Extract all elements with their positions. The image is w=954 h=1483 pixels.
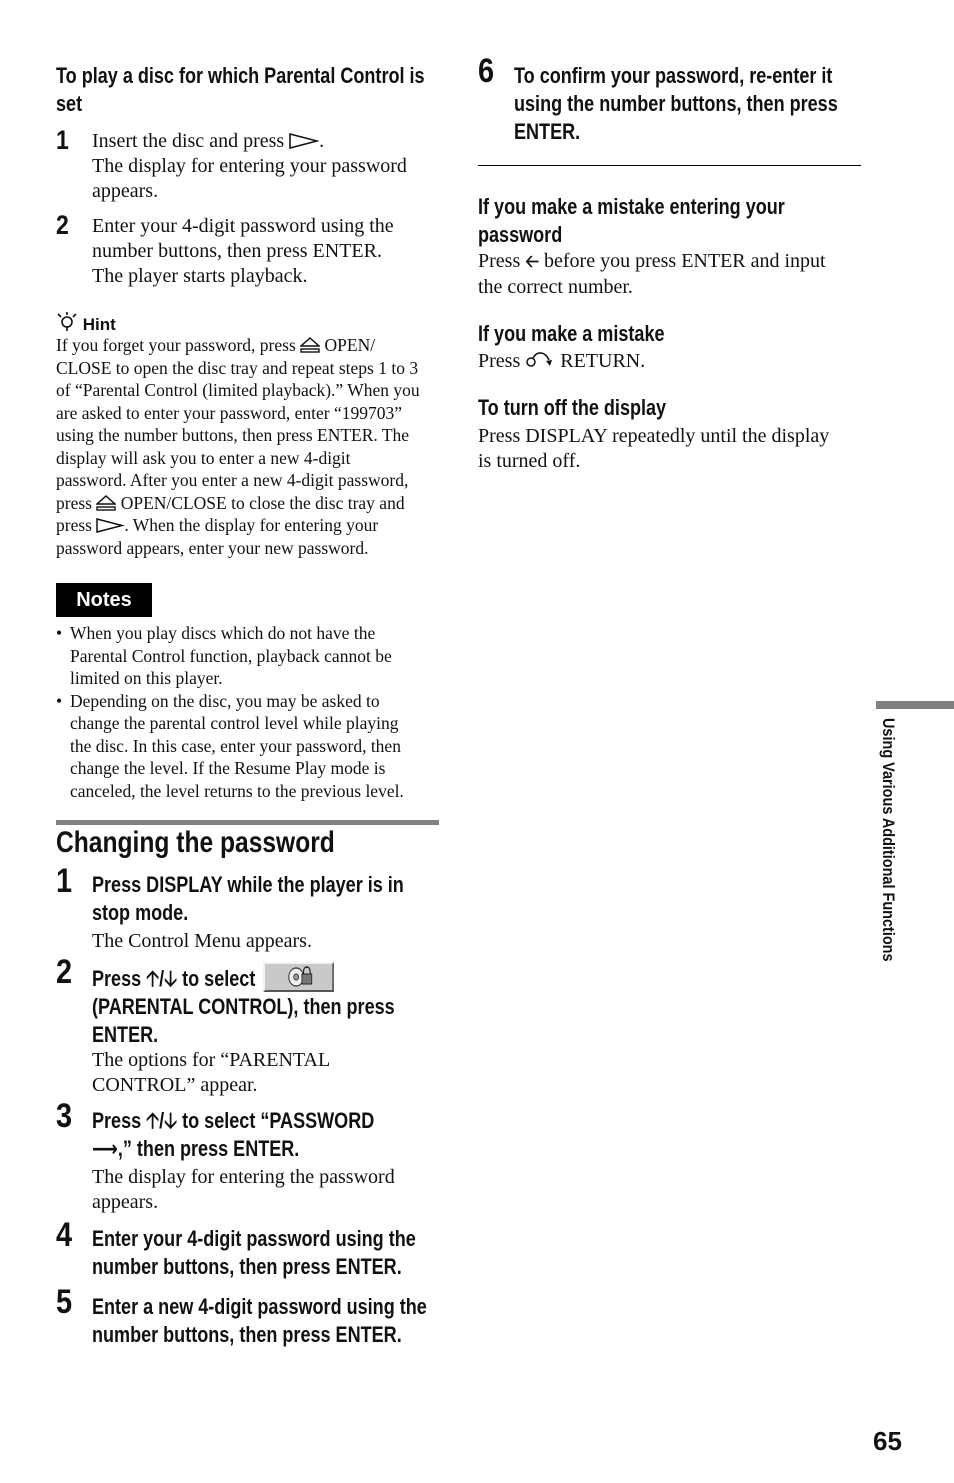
mistake-heading: If you make a mistake — [478, 321, 665, 346]
side-tab-bar — [876, 701, 954, 709]
parental-lock-icon — [264, 962, 335, 992]
step-4-instruction: Enter your 4-digit password using the number buttons, then press ENTER. — [92, 1226, 416, 1279]
step-2-description: The options for “PARENTAL CONTROL” appear. — [92, 1049, 331, 1096]
notes-label: Notes — [56, 583, 152, 617]
eject-icon — [300, 337, 320, 353]
mistake-entering-heading: If you make a mistake entering your password — [478, 194, 785, 247]
hint-bulb-icon — [56, 312, 78, 332]
step-number-6: 6 — [478, 52, 495, 90]
up-arrow-icon: 🡡 — [146, 1108, 160, 1133]
step-number-5: 5 — [56, 1283, 73, 1321]
return-icon — [525, 351, 555, 369]
right-arrow-icon: ⟶ — [92, 1136, 118, 1161]
step-5-instruction: Enter a new 4-digit password using the number buttons, then press ENTER. — [92, 1294, 427, 1347]
step-number-3: 3 — [56, 1097, 73, 1135]
step-6-instruction: To confirm your password, re-enter it using the number buttons, then press ENTER. — [514, 63, 838, 144]
hint-label-row: Hint — [56, 312, 116, 335]
up-arrow-icon: 🡡 — [146, 966, 160, 991]
play-disc-heading: To play a disc for which Parental Control is set — [56, 63, 425, 116]
step-number-1: 1 — [56, 862, 73, 900]
page-number: 65 — [873, 1426, 902, 1456]
play-step-2-text: Enter your 4-digit password using the number buttons, then press ENTER. The player starts playback. — [92, 215, 394, 287]
section-rule — [56, 820, 439, 825]
down-arrow-icon: 🡣 — [164, 966, 178, 991]
turn-off-heading: To turn off the display — [478, 395, 667, 420]
play-step-number-2: 2 — [56, 210, 69, 240]
mistake-text: Press RETURN. — [478, 350, 646, 372]
play-step-1-text: Insert the disc and press . The display for entering your password appears. — [92, 130, 407, 202]
step-3-description: The display for entering the password appears. — [92, 1166, 395, 1213]
play-step-number-1: 1 — [56, 125, 69, 155]
step-number-2: 2 — [56, 953, 73, 991]
hint-text: If you forget your password, press OPEN/ CLOSE to open the disc tray and repeat steps 1 to 3 of “Parental Control (limited playback).” When you are asked to enter your password, enter “199703” using the number buttons, then press ENTER. The display will ask you to enter a new 4-digit password. After you enter a new 4-digit password, press OPEN/CLOSE to close the disc tray and press . When the display for entering your password appears, enter your new password. — [56, 335, 420, 558]
eject-icon — [96, 495, 116, 511]
note-item: • Depending on the disc, you may be asked to change the parental control level while playing the disc. In this case, enter your password, then change the level. If the Resume Play mode is canceled, the level returns to the previous level. — [56, 690, 442, 803]
step-1-instruction: Press DISPLAY while the player is in stop mode. — [92, 872, 404, 925]
back-arrow-icon: 🡠 — [525, 252, 540, 272]
section-divider — [478, 165, 861, 166]
notes-list — [56, 622, 442, 802]
step-number-4: 4 — [56, 1216, 73, 1254]
step-1-description: The Control Menu appears. — [92, 930, 312, 952]
mistake-entering-text: Press 🡠 before you press ENTER and input the correct number. — [478, 250, 826, 298]
play-icon — [96, 518, 124, 533]
play-icon — [289, 133, 319, 149]
down-arrow-icon: 🡣 — [164, 1108, 178, 1133]
step-3-instruction: Press 🡡/🡣 to select “PASSWORD ⟶,” then press ENTER. — [92, 1108, 375, 1161]
side-tab-label: Using Various Additional Functions — [879, 718, 898, 962]
turn-off-text: Press DISPLAY repeatedly until the display is turned off. — [478, 425, 830, 472]
step-2-instruction: Press 🡡/🡣 to select (PARENTAL CONTROL), then press ENTER. — [92, 962, 395, 1049]
note-item: • When you play discs which do not have the Parental Control function, playback cannot be limited on this player. — [56, 622, 442, 690]
section-title: Changing the password — [56, 826, 335, 859]
